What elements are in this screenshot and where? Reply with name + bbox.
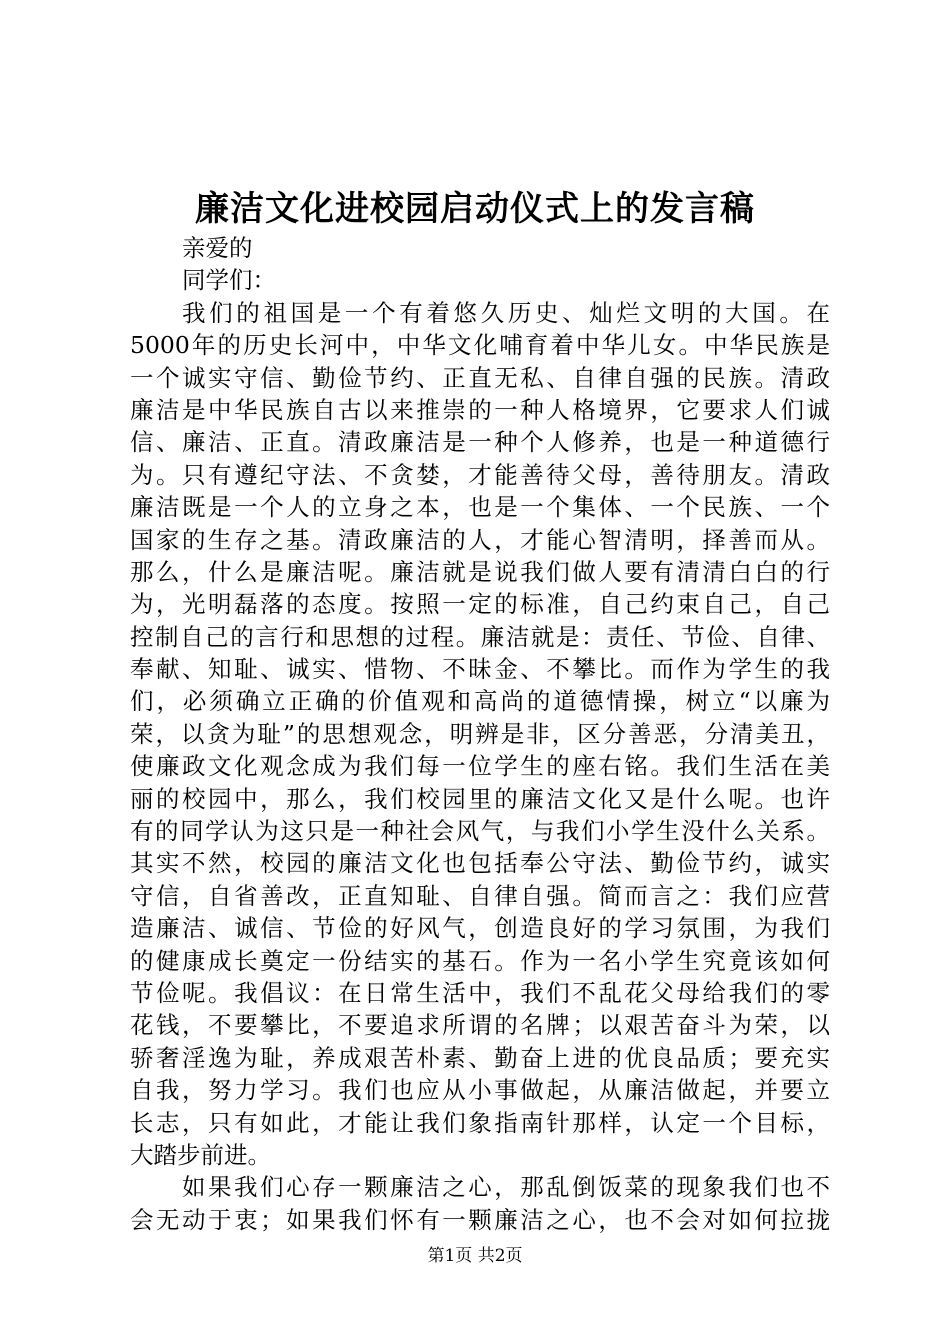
text-line: 节俭呢。我倡议：在日常生活中，我们不乱花父母给我们的零 <box>130 978 830 1007</box>
salutation-line: 同学们： <box>182 266 276 295</box>
text-line: 花钱，不要攀比，不要追求所谓的名牌；以艰苦奋斗为荣，以 <box>130 1011 830 1040</box>
text-line: 的健康成长奠定一份结实的基石。作为一名小学生究竟该如何 <box>130 946 830 975</box>
text-line: 丽的校园中，那么，我们校园里的廉洁文化又是什么呢。也许 <box>130 784 830 813</box>
text-line: 自我，努力学习。我们也应从小事做起，从廉洁做起，并要立 <box>130 1076 830 1105</box>
text-line: 有的同学认为这只是一种社会风气，与我们小学生没什么关系。 <box>130 817 830 846</box>
text-line: 奉献、知耻、诚实、惜物、不昧金、不攀比。而作为学生的我 <box>130 655 830 684</box>
text-line: 5000年的历史长河中，中华文化哺育着中华儿女。中华民族是 <box>130 331 830 360</box>
page-footer: 第1页 共2页 <box>427 1246 523 1266</box>
text-line: 信、廉洁、正直。清政廉洁是一种个人修养，也是一种道德行 <box>130 428 830 457</box>
text-line: 大踏步前进。 <box>130 1140 271 1169</box>
text-line: 那么，什么是廉洁呢。廉洁就是说我们做人要有清清白白的行 <box>130 557 830 586</box>
text-line: 使廉政文化观念成为我们每一位学生的座右铭。我们生活在美 <box>130 752 830 781</box>
paragraph-1 <box>130 297 830 1172</box>
text-line: 们，必须确立正确的价值观和高尚的道德情操，树立“以廉为 <box>130 687 830 716</box>
paragraph-2 <box>130 1171 830 1236</box>
page-title: 廉洁文化进校园启动仪式上的发言稿 <box>195 189 755 229</box>
text-line: 国家的生存之基。清政廉洁的人，才能心智清明，择善而从。 <box>130 525 830 554</box>
text-line: 长志，只有如此，才能让我们象指南针那样，认定一个目标， <box>130 1108 830 1137</box>
text-line: 为。只有遵纪守法、不贪婪，才能善待父母，善待朋友。清政 <box>130 460 830 489</box>
text-line: 其实不然，校园的廉洁文化也包括奉公守法、勤俭节约，诚实 <box>130 849 830 878</box>
document-body <box>130 232 830 1236</box>
text-line: 廉洁既是一个人的立身之本，也是一个集体、一个民族、一个 <box>130 493 830 522</box>
text-line: 控制自己的言行和思想的过程。廉洁就是：责任、节俭、自律、 <box>130 622 830 651</box>
text-line: 如果我们心存一颗廉洁之心，那乱倒饭菜的现象我们也不 <box>182 1173 830 1202</box>
text-line: 一个诚实守信、勤俭节约、正直无私、自律自强的民族。清政 <box>130 363 830 392</box>
text-line: 守信，自省善改，正直知耻、自律自强。简而言之：我们应营 <box>130 881 830 910</box>
salutation-line: 亲爱的 <box>182 234 253 262</box>
text-line: 骄奢淫逸为耻，养成艰苦朴素、勤奋上进的优良品质；要充实 <box>130 1043 830 1072</box>
text-line: 造廉洁、诚信、节俭的好风气，创造良好的学习氛围，为我们 <box>130 914 830 943</box>
text-line: 为，光明磊落的态度。按照一定的标准，自己约束自己，自己 <box>130 590 830 619</box>
text-line: 廉洁是中华民族自古以来推崇的一种人格境界，它要求人们诚 <box>130 395 830 424</box>
text-line: 会无动于衷；如果我们怀有一颗廉洁之心，也不会对如何拉拢 <box>130 1205 830 1234</box>
text-line: 荣，以贪为耻”的思想观念，明辨是非，区分善恶，分清美丑， <box>130 719 830 748</box>
text-line: 我们的祖国是一个有着悠久历史、灿烂文明的大国。在 <box>182 298 830 327</box>
